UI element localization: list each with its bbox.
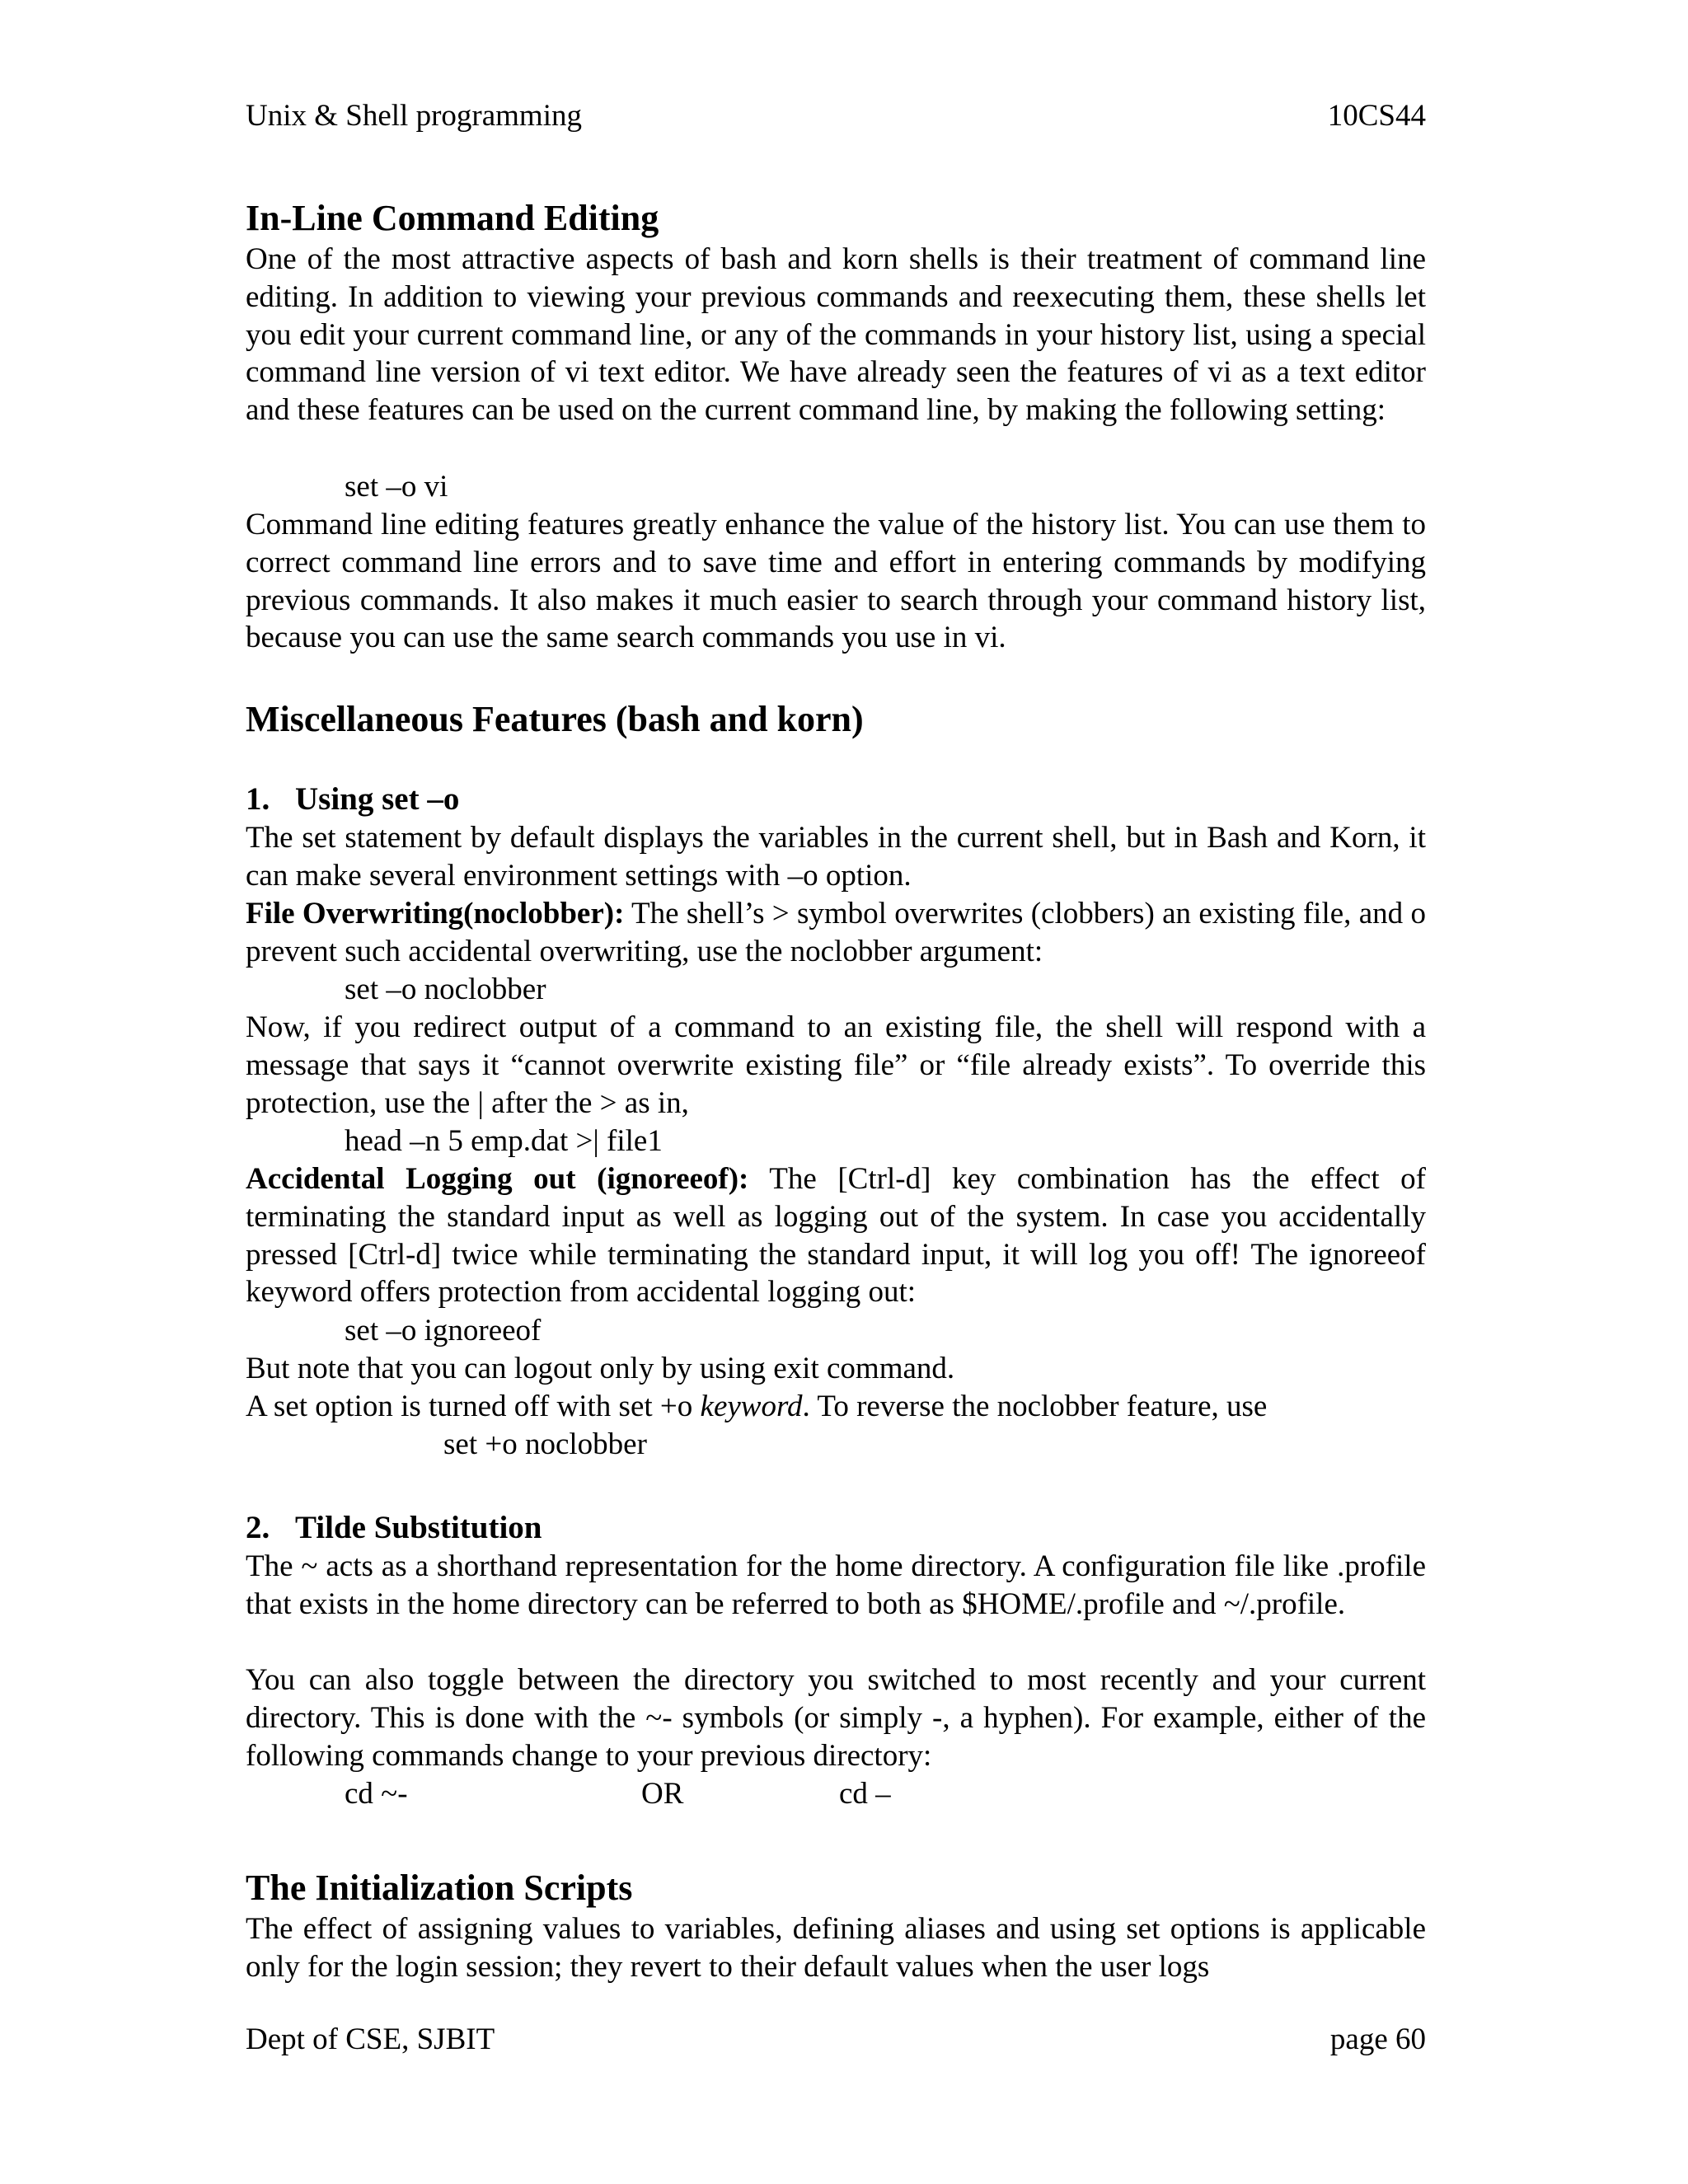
set-off-post: . To reverse the noclobber feature, use — [802, 1390, 1268, 1423]
inline-editing-paragraph-1: One of the most attractive aspects of bash and korn shells is their treatment of command line editing. In addition to viewing your previous commands and reexecuting them, these shells let you edit your current command line, or any of the commands in your history list, using a special command line version of vi text editor. We have already seen the features of vi as a text editor and these features can be used on the current command line, by making the following setting: — [246, 242, 1426, 428]
logout-note: But note that you can logout only by using exit command. — [246, 1352, 955, 1385]
command-head-redirect: head –n 5 emp.dat >| file1 — [345, 1124, 663, 1158]
ignoreeof-paragraph — [246, 1160, 1426, 1311]
section-title-misc-features: Miscellaneous Features (bash and korn) — [246, 699, 864, 739]
command-set-o-ignoreeof: set –o ignoreeof — [345, 1314, 542, 1347]
tilde-paragraph-1: The ~ acts as a shorthand representation for the home directory. A configuration file like .profile that exists in the home directory can be referred to both as $HOME/.profile and ~/.profile. — [246, 1549, 1426, 1621]
noclobber-text: The shell’s > symbol overwrites (clobbers) an existing file, and o prevent such accidental overwriting, use the noclobber argument: — [246, 897, 1426, 968]
subsection-title-using-set-o — [246, 780, 459, 819]
page-footer — [246, 2021, 1426, 2059]
subsection-title-tilde — [246, 1508, 542, 1548]
subsection-number-1: 1. — [246, 781, 270, 817]
subsection-title-text-2: Tilde Substitution — [295, 1510, 542, 1545]
ignoreeof-text: The [Ctrl-d] key combination has the effect of terminating the standard input as well as logging out of the system. In case you accidentally pressed [Ctrl-d] twice while terminating the standard input, it will log you off! The ignoreeof keyword offers protection from accidental logging out: — [246, 1162, 1426, 1310]
subsection-number-2: 2. — [246, 1510, 270, 1545]
command-set-o-noclobber: set –o noclobber — [345, 972, 546, 1006]
ignoreeof-label: Accidental Logging out (ignoreeof): — [246, 1162, 749, 1196]
header-course-title: Unix & Shell programming — [246, 99, 582, 133]
init-scripts-paragraph: The effect of assigning values to variables, defining aliases and using set options is applicable only for the login session; they revert to their default values when the user logs — [246, 1912, 1426, 1984]
or-word: OR — [641, 1777, 684, 1811]
inline-editing-paragraph-2: Command line editing features greatly enhance the value of the history list. You can use them to correct command line errors and to save time and effort in entering commands by modifying previous commands. It also makes it much easier to search through your command history list, because you can use the same search commands you use in vi. — [246, 508, 1426, 655]
command-cd-tilde: cd ~- — [345, 1777, 408, 1811]
noclobber-paragraph-2: Now, if you redirect output of a command to an existing file, the shell will respond with a message that says it “cannot overwrite existing file” or “file already exists”. To override this protection, use the | after the > as in, — [246, 1010, 1426, 1120]
tilde-paragraph-2: You can also toggle between the directory you switched to most recently and your current directory. This is done with the ~- symbols (or simply -, a hyphen). For example, either of the following commands change to your previous directory: — [246, 1663, 1426, 1773]
section-title-inline-editing: In-Line Command Editing — [246, 198, 659, 238]
command-set-o-vi: set –o vi — [345, 470, 448, 504]
set-off-line — [246, 1388, 1267, 1426]
header-course-code: 10CS44 — [1327, 99, 1426, 133]
section-title-init-scripts: The Initialization Scripts — [246, 1868, 633, 1908]
command-cd-dash: cd – — [839, 1777, 891, 1811]
set-o-paragraph: The set statement by default displays the variables in the current shell, but in Bash and Korn, it can make several environment settings with –o option. — [246, 821, 1426, 893]
footer-department: Dept of CSE, SJBIT — [246, 2022, 495, 2056]
subsection-title-text-1: Using set –o — [295, 781, 460, 817]
page-header — [246, 97, 1426, 135]
set-off-keyword: keyword — [700, 1390, 803, 1423]
noclobber-label: File Overwriting(noclobber): — [246, 897, 625, 930]
noclobber-paragraph — [246, 895, 1426, 971]
set-off-pre: A set option is turned off with set +o — [246, 1390, 701, 1423]
footer-page-number: page 60 — [1329, 2022, 1426, 2056]
command-set-plus-o-noclobber: set +o noclobber — [443, 1427, 647, 1461]
